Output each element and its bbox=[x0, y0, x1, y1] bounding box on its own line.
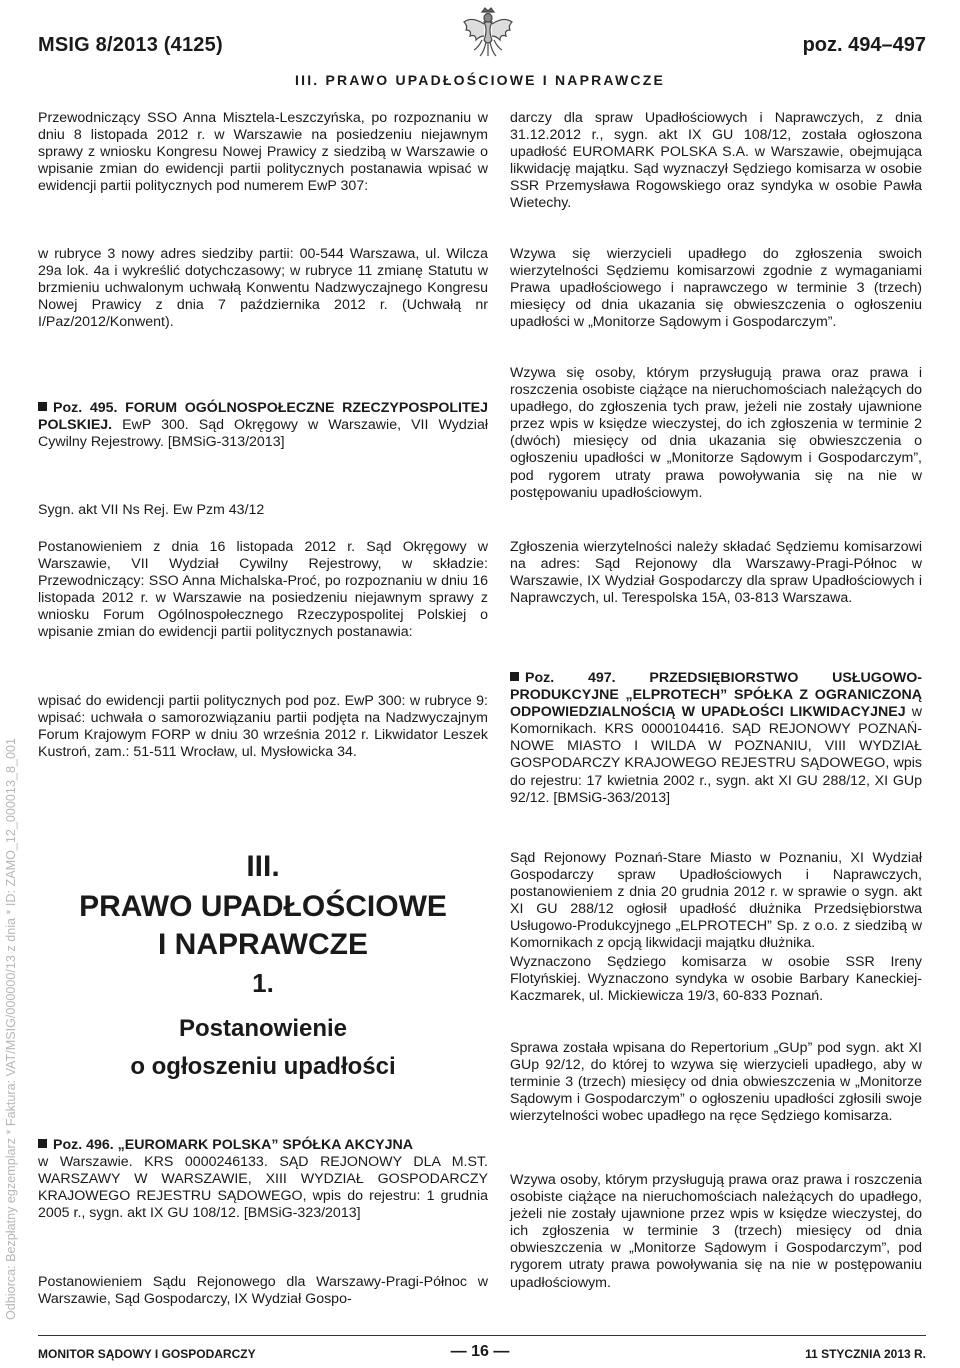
bullet-square-icon bbox=[38, 402, 47, 411]
entry-heading: Poz. 497. PRZEDSIĘBIORSTWO USŁUGOWO-PRODUKCYJNE „ELPROTECH” SPÓŁKA Z OGRANICZONĄ ODPOWIEDZIALNOŚCIĄ W UPADŁOŚCI LIKWIDACYJNEJ bbox=[510, 670, 922, 721]
paragraph-text: Przewodniczący SSO Anna Misztela-Leszczyńska, po rozpoznaniu w dniu 8 listopada 2012 r. w Warszawie na posiedzeniu niejawnym sprawy z wniosku Kongresu Nowej Prawicy z siedzibą w Warszawie o wpisanie zmian do ewidencji partii politycznych postanawia wpisać w ewidencji partii politycznych pod numerem EwP 307: bbox=[38, 110, 488, 195]
paragraph bbox=[510, 110, 922, 213]
paragraph bbox=[38, 246, 488, 331]
paragraph bbox=[510, 1040, 922, 1125]
paragraph bbox=[510, 954, 922, 1005]
footer-publication: MONITOR SĄDOWY I GOSPODARCZY bbox=[38, 1347, 256, 1361]
paragraph bbox=[510, 365, 922, 502]
paragraph-text: wpisać do ewidencji partii politycznych pod poz. EwP 300: w rubryce 9: wpisać: uchwała o samorozwiązaniu partii podjęta na Nadzwyczajnym Forum Krajowym FORP w dniu 30 września 2012 r. Likwidator Leszek Kustroń, zam.: 51-511 Wrocław, ul. Mysłowicka 34. bbox=[38, 693, 488, 761]
issue-number: MSIG 8/2013 (4125) bbox=[38, 34, 223, 56]
polish-eagle-emblem-icon bbox=[460, 6, 516, 60]
paragraph-text: darczy dla spraw Upadłościowych i Naprawczych, z dnia 31.12.2012 r., sygn. akt IX GU 108/12, została ogłoszona upadłość EUROMARK POLSKA S.A. w Warszawie, obejmująca likwidację majątku. Sąd wyznaczył Sędziego komisarza w osobie SSR Przemysława Rogowskiego oraz syndyka w osobie Pawła Wietechy. bbox=[510, 110, 922, 212]
paragraph bbox=[38, 110, 488, 195]
paragraph bbox=[38, 1274, 488, 1308]
entry-poz-495 bbox=[38, 400, 488, 451]
subsection-title bbox=[38, 1010, 488, 1086]
chapter-roman-numeral: III. bbox=[246, 850, 280, 883]
entry-poz-496 bbox=[38, 1137, 488, 1222]
entry-heading: Poz. 496. „EUROMARK POLSKA” SPÓŁKA AKCYJNA bbox=[53, 1137, 413, 1153]
entry-details: w Komornikach. KRS 0000104416. SĄD REJONOWY POZNAŃ-NOWE MIASTO I WILDA W POZNANIU, VIII WYDZIAŁ GOSPODARCZY KRAJOWEGO REJESTRU SĄDOWEGO, wpis do rejestru: 17 kwietnia 2002 r., sygn. akt XI GU 288/12, XI GUp 92/12. [BMSiG-363/2013] bbox=[510, 704, 923, 806]
entry-heading: Poz. 495. FORUM OGÓLNOSPOŁECZNE RZECZYPOSPOLITEJ POLSKIEJ. bbox=[38, 400, 488, 434]
paragraph-text: Sprawa została wpisana do Repertorium „GUp” pod sygn. akt XI GUp 92/12, do której to wzywa się wierzycieli upadłego, aby w terminie 3 (trzech) miesięcy od dnia obwieszczenia w „Monitorze Sądowym i Gospodarczym” o ogłoszeniu upadłości zgłosili swoje wierzytelności wobec upadłego na ręce Sędziego komisarza. bbox=[510, 1040, 922, 1125]
subsection-title-line: o ogłoszeniu upadłości bbox=[130, 1053, 396, 1080]
paragraph bbox=[510, 539, 922, 607]
paragraph bbox=[510, 1172, 922, 1292]
paragraph bbox=[38, 539, 488, 642]
positions-range: poz. 494–497 bbox=[802, 34, 926, 56]
watermark: Odbiorca: Bezpłatny egzemplarz * Faktura: VAT/MSIG/000000/13 z dnia * ID: ZAMO_12_000013_8_001 bbox=[4, 738, 18, 1320]
paragraph-text: Wzywa się wierzycieli upadłego do zgłoszenia swoich wierzytelności Sędziemu komisarzowi zgodnie z wymaganiami Prawa upadłościowego i naprawczego w terminie 3 (trzech) miesięcy od dnia ukazania się obwieszczenia o ogłoszeniu upadłości w „Monitorze Sądowym i Gospodarczym”. bbox=[510, 246, 922, 331]
paragraph-text: Wyznaczono Sędziego komisarza w osobie SSR Ireny Flotyńskiej. Wyznaczono syndyka w osobie Barbary Kaneckiej-Kaczmarek, ul. Mickiewicza 19/3, 60-833 Poznań. bbox=[510, 954, 922, 1005]
case-signature bbox=[38, 502, 488, 519]
subsection-title-line: Postanowienie bbox=[178, 1015, 348, 1042]
paragraph-text: w rubryce 3 nowy adres siedziby partii: 00-544 Warszawa, ul. Wilcza 29a lok. 4a i wykreślić dotychczasowy; w rubryce 11 zmianę Statutu w brzmieniu uchwalonym uchwałą Konwentu Nadzwyczajnego Kongresu Nowej Prawicy z dnia 7 października 2012 r. (Uchwałą nr I/Paz/2012/Konwent). bbox=[38, 246, 488, 331]
paragraph-text: Wzywa osoby, którym przysługują prawa oraz prawa i roszczenia osobiste ciążące na nieruchomościach należących do upadłego, jeżeli nie zostały ujawnione przez wpis w księdze wieczystej, do ich zgłoszenia w terminie 3 (trzech) miesięcy od dnia obwieszczenia w „Monitorze Sądowym i Gospodarczym”, pod rygorem utraty prawa powoływania się na nie w postępowaniu upadłościowym. bbox=[510, 1172, 922, 1291]
paragraph-text: Sąd Rejonowy Poznań-Stare Miasto w Poznaniu, XI Wydział Gospodarczy spraw Upadłościowych i Naprawczych, postanowieniem z dnia 20 grudnia 2012 r. w sprawie o sygn. akt XI GU 288/12 ogłosił upadłość dłużnika Przedsiębiorstwa Usługowo-Produkcyjnego „ELPROTECH” Sp. z o.o. z siedzibą w Komornikach z opcją likwidacji majątku dłużnika. bbox=[510, 850, 922, 952]
paragraph-text: Wzywa się osoby, którym przysługują prawa oraz prawa i roszczenia osobiste ciążące na nieruchomościach należących do upadłego, do zgłoszenia tych praw, jeżeli nie zostały ujawnione przez wpis w księdze wieczystej, do ich zgłoszenia w terminie 2 (dwóch) miesięcy od dnia ukazania się obwieszczenia o ogłoszeniu upadłości w „Monitorze Sądowym i Gospodarczym”, pod rygorem utraty prawa powoływania się na nie w postępowaniu upadłościowym. bbox=[510, 365, 922, 501]
chapter-title bbox=[38, 888, 488, 964]
entry-details: w Warszawie. KRS 0000246133. SĄD REJONOWY DLA M.ST. WARSZAWY W WARSZAWIE, XIII WYDZIAŁ GOSPODARCZY KRAJOWEGO REJESTRU SĄDOWEGO, wpis do rejestru: 1 grudnia 2005 r., sygn. akt IX GU 108/12. [BMSiG-323/2013] bbox=[38, 1154, 488, 1222]
paragraph bbox=[38, 693, 488, 761]
paragraph-text: Zgłoszenia wierzytelności należy składać Sędziemu komisarzowi na adres: Sąd Rejonowy dla Warszawy-Pragi-Północ w Warszawie, IX Wydział Gospodarczy dla spraw Upadłościowych i Naprawczych, ul. Terespolska 15A, 03-813 Warszawa. bbox=[510, 539, 922, 607]
paragraph bbox=[510, 850, 922, 953]
subsection-number: 1. bbox=[252, 968, 274, 998]
footer-divider bbox=[38, 1335, 926, 1336]
bullet-square-icon bbox=[38, 1139, 47, 1148]
entry-poz-497 bbox=[510, 670, 922, 807]
page-number: — 16 — bbox=[450, 1343, 510, 1360]
footer-date: 11 STYCZNIA 2013 R. bbox=[805, 1347, 926, 1361]
paragraph bbox=[510, 246, 922, 331]
paragraph-text: Postanowieniem Sądu Rejonowego dla Warszawy-Pragi-Północ w Warszawie, Sąd Gospodarczy, IX Wydział Gospo- bbox=[38, 1274, 488, 1308]
section-title: III. PRAWO UPADŁOŚCIOWE I NAPRAWCZE bbox=[295, 72, 665, 88]
chapter-title-line: I NAPRAWCZE bbox=[158, 928, 368, 961]
case-signature-text: Sygn. akt VII Ns Rej. Ew Pzm 43/12 bbox=[38, 502, 265, 518]
entry-details: EwP 300. Sąd Okręgowy w Warszawie, VII Wydział Cywilny Rejestrowy. [BMSiG-313/2013] bbox=[38, 417, 488, 451]
paragraph-text: Postanowieniem z dnia 16 listopada 2012 r. Sąd Okręgowy w Warszawie, VII Wydział Cywilny Rejestrowy, w składzie: Przewodniczący: SSO Anna Michalska-Proć, po rozpoznaniu w dniu 16 listopada 2012 r. w Warszawie na posiedzeniu niejawnym sprawy z wniosku Forum Ogólnospołecznego Rzeczypospolitej Polskiej o wpisanie zmian do ewidencji partii politycznych postanawia: bbox=[38, 539, 488, 641]
bullet-square-icon bbox=[510, 672, 519, 681]
chapter-title-line: PRAWO UPADŁOŚCIOWE bbox=[79, 890, 447, 923]
